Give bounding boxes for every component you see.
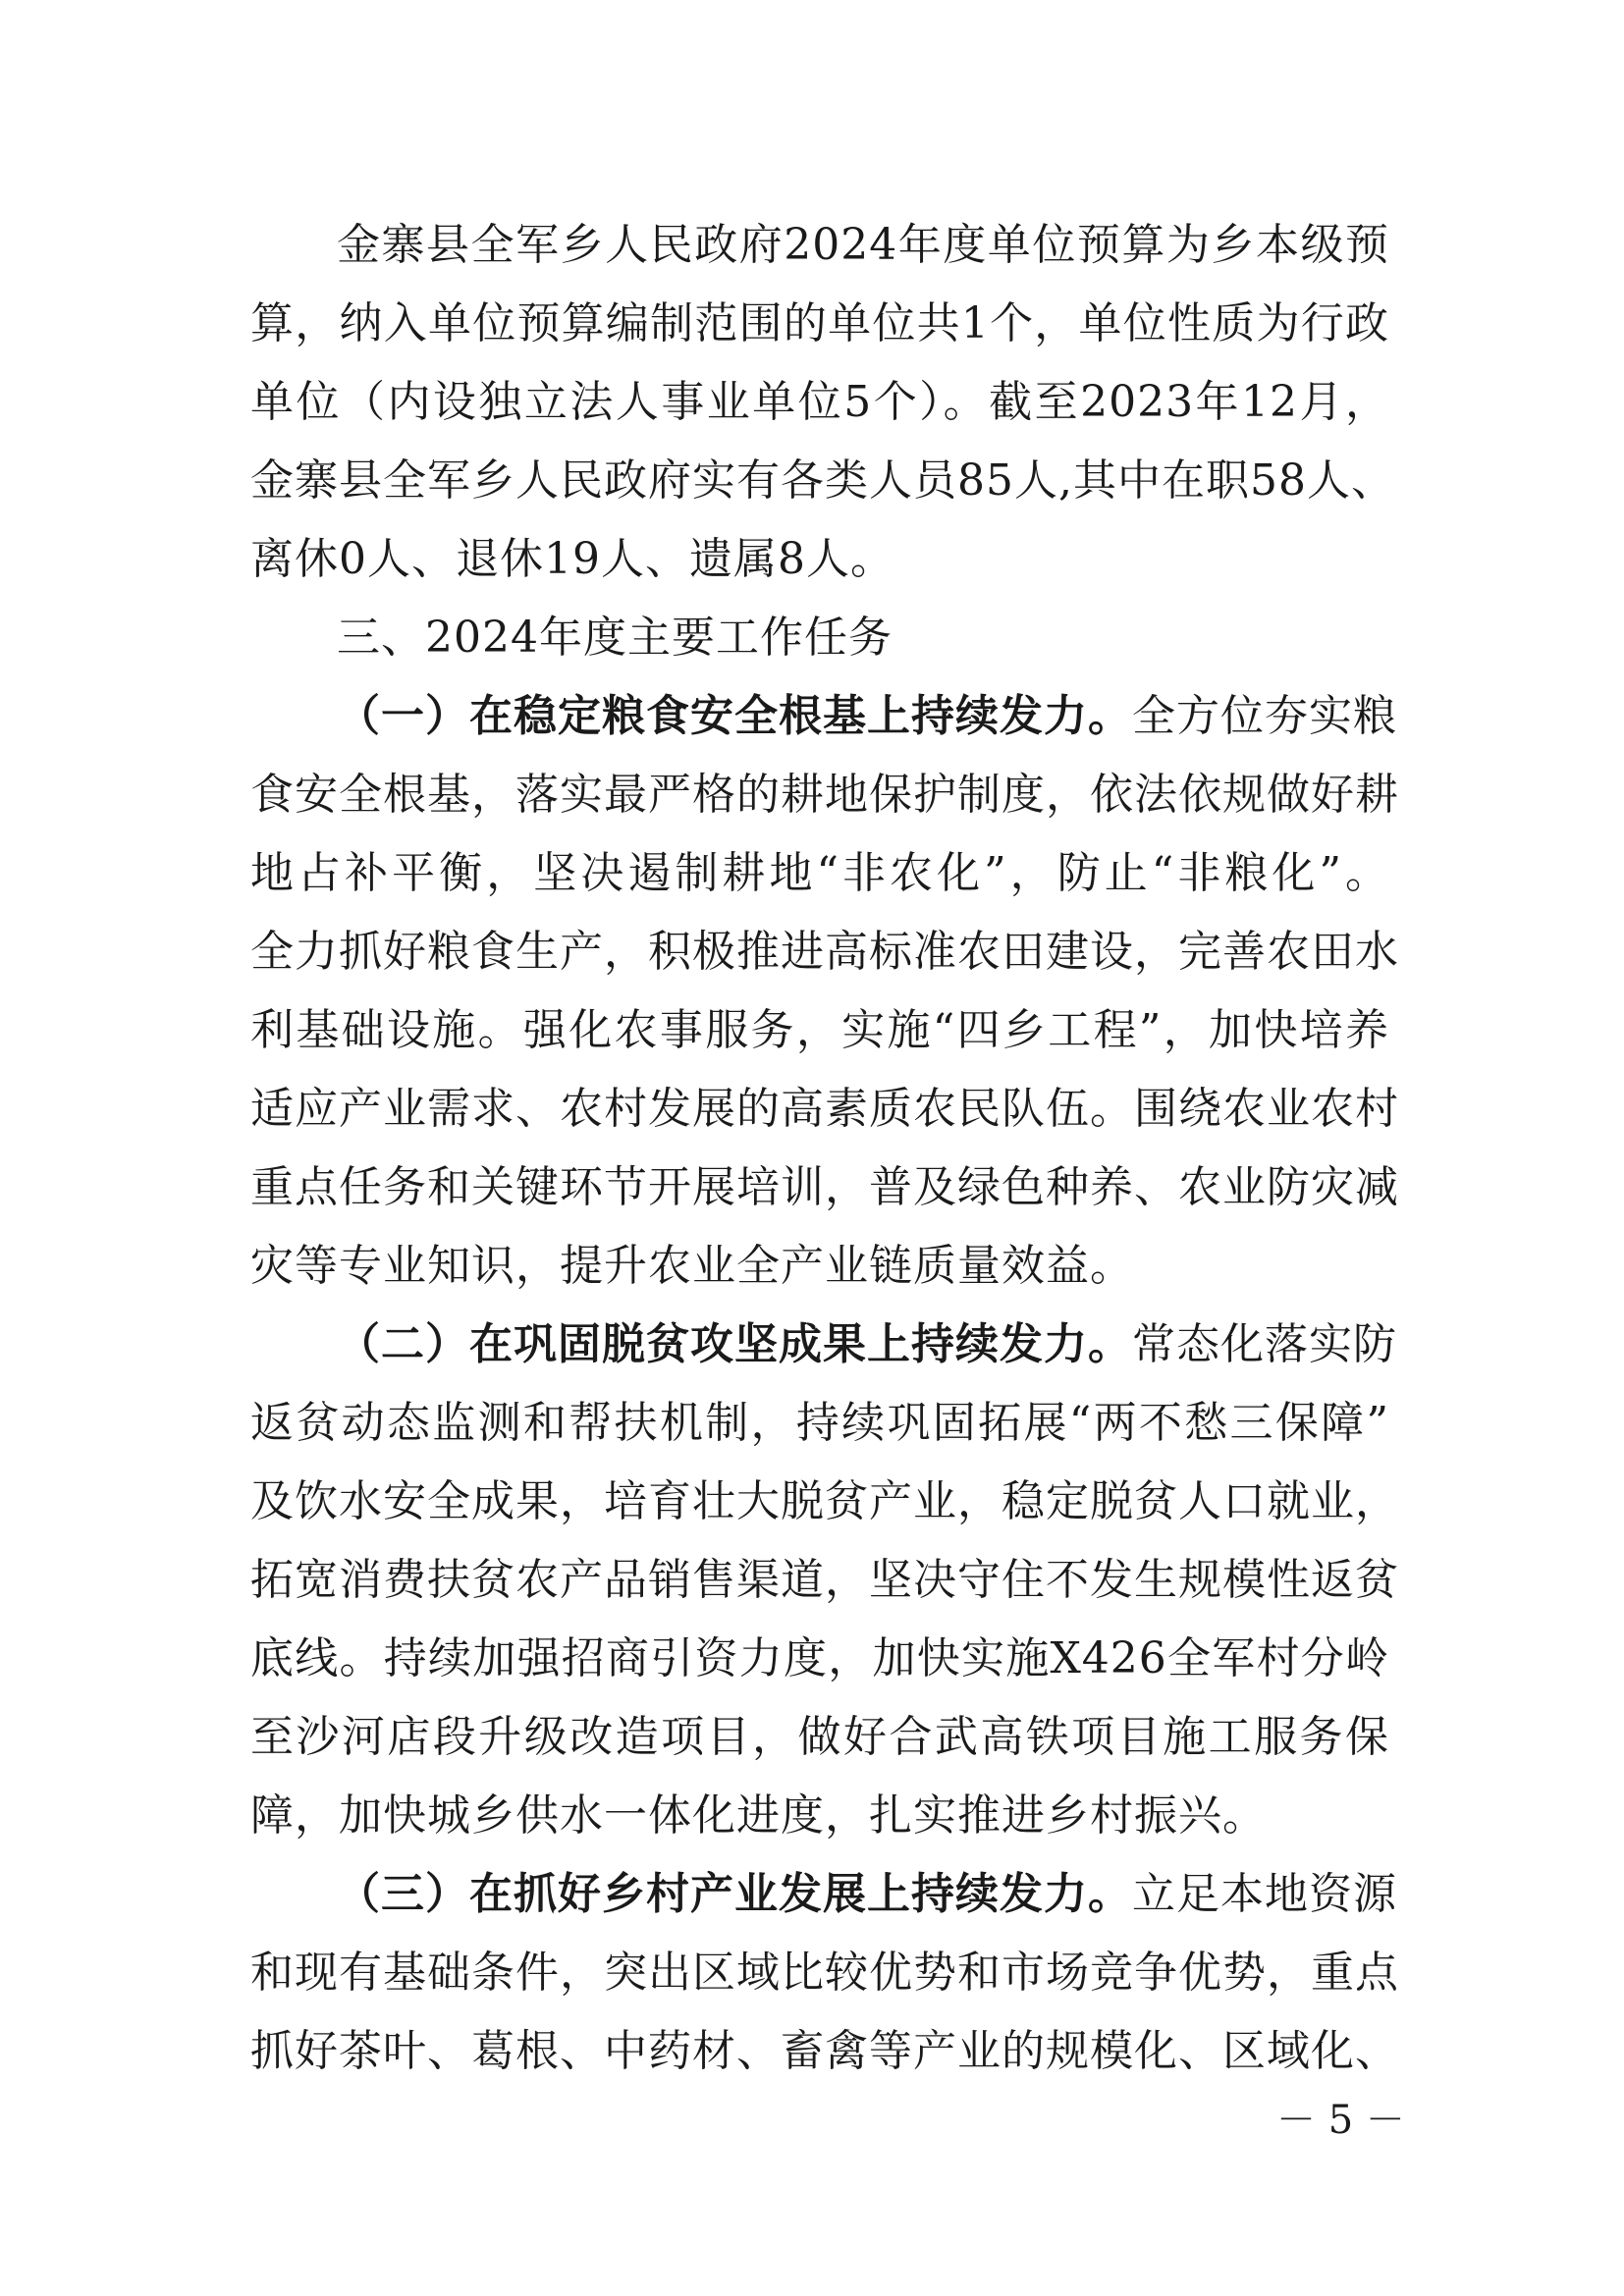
paragraph-line (337, 677, 1397, 756)
paragraph-text: 常态化落实防 (1132, 1319, 1397, 1369)
paragraph-line: 适应产业需求、农村发展的高素质农民队伍。围绕农业农村 (250, 1084, 1399, 1134)
paragraph-line: 地占补平衡，坚决遏制耕地“非农化”，防止“非粮化”。 (250, 848, 1389, 898)
paragraph-line: 利基础设施。强化农事服务，实施“四乡工程”，加快培养 (250, 1005, 1389, 1055)
paragraph-line: 重点任务和关键环节开展培训，普及绿色种养、农业防灾减 (250, 1162, 1399, 1212)
paragraph-line: 至沙河店段升级改造项目，做好合武高铁项目施工服务保 (250, 1712, 1389, 1762)
paragraph-line: 拓宽消费扶贫农产品销售渠道，坚决守住不发生规模性返贫 (250, 1555, 1399, 1605)
paragraph-line: 金寨县全军乡人民政府实有各类人员85人,其中在职58人、 (250, 455, 1395, 506)
page-number: － 5 － (1276, 2098, 1405, 2143)
paragraph-line: 灾等专业知识，提升农业全产业链质量效益。 (250, 1241, 1134, 1291)
paragraph-line (337, 1855, 1397, 1934)
section-heading: 三、2024年度主要工作任务 (337, 613, 893, 663)
paragraph-line (337, 1306, 1397, 1384)
task-heading: （三）在抓好乡村产业发展上持续发力。 (337, 1869, 1132, 1919)
paragraph-line: 返贫动态监测和帮扶机制，持续巩固拓展“两不愁三保障” (250, 1398, 1389, 1448)
paragraph-line: 单位（内设独立法人事业单位5个）。截至2023年12月， (250, 377, 1389, 427)
paragraph-line: 全力抓好粮食生产，积极推进高标准农田建设，完善农田水 (250, 927, 1399, 977)
paragraph-line: 离休0人、退休19人、遗属8人。 (250, 534, 894, 584)
paragraph-line: 及饮水安全成果，培育壮大脱贫产业，稳定脱贫人口就业， (250, 1476, 1399, 1526)
task-heading: （一）在稳定粮食安全根基上持续发力。 (337, 691, 1132, 741)
paragraph-line: 和现有基础条件，突出区域比较优势和市场竞争优势，重点 (250, 1948, 1399, 1998)
paragraph-line: 食安全根基，落实最严格的耕地保护制度，依法依规做好耕 (250, 770, 1399, 820)
paragraph-line: 算，纳入单位预算编制范围的单位共1个，单位性质为行政 (250, 298, 1389, 348)
paragraph-text: 立足本地资源 (1132, 1869, 1397, 1919)
paragraph-line: 底线。持续加强招商引资力度，加快实施X426全军村分岭 (250, 1633, 1389, 1683)
paragraph-text: 全方位夯实粮 (1132, 691, 1397, 741)
paragraph-line: 金寨县全军乡人民政府2024年度单位预算为乡本级预 (337, 220, 1389, 270)
task-heading: （二）在巩固脱贫攻坚成果上持续发力。 (337, 1319, 1132, 1369)
paragraph-line: 抓好茶叶、葛根、中药材、畜禽等产业的规模化、区域化、 (250, 2026, 1399, 2076)
paragraph-line: 障，加快城乡供水一体化进度，扎实推进乡村振兴。 (250, 1790, 1267, 1841)
